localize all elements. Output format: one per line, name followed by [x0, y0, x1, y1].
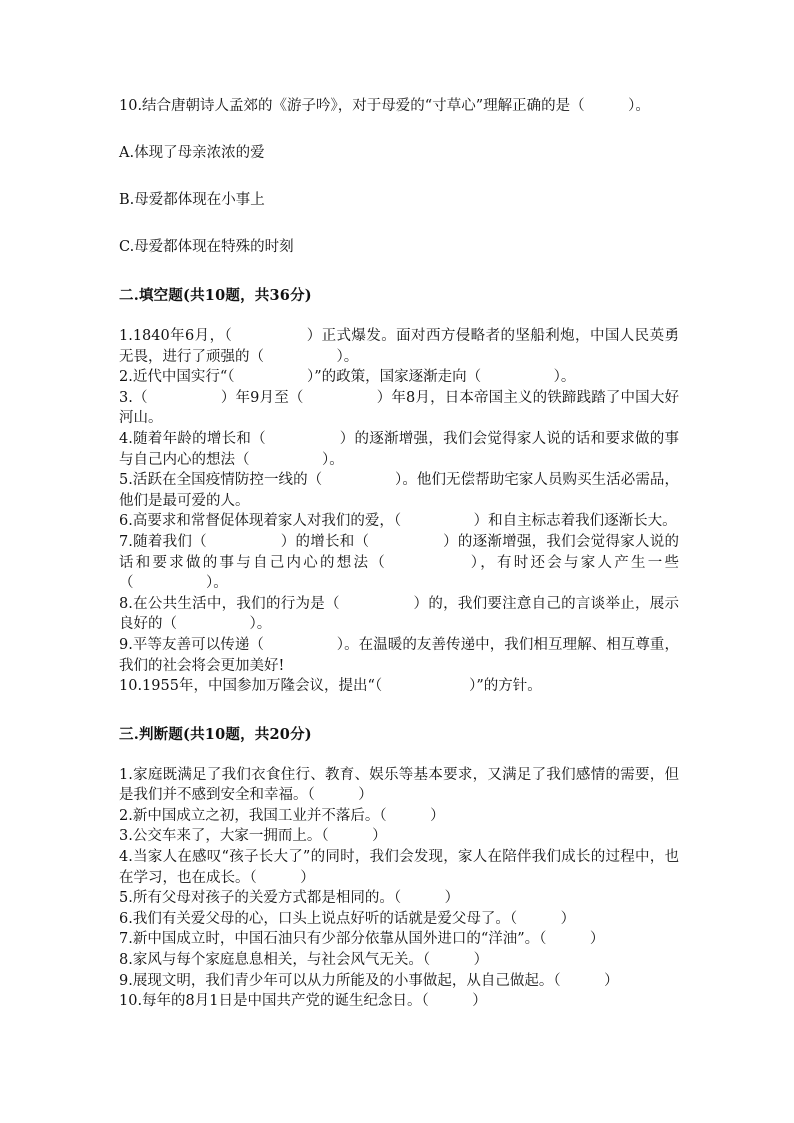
true-false-item-7: 7.新中国成立时，中国石油只有少部分依靠从国外进口的“洋油”。（ ）	[119, 931, 605, 948]
true-false-item-9: 9.展现文明，我们青少年可以从力所能及的小事做起，从自己做起。（ ）	[119, 972, 619, 989]
option-b: B.母爱都体现在小事上	[119, 192, 265, 208]
true-false-item-4: 4.当家人在感叹“孩子长大了”的同时，我们会发现，家人在陪伴我们成长的过程中，也在学习，也在成长。（ ）	[119, 849, 679, 886]
true-false-item-10: 10.每年的8月1日是中国共产党的诞生纪念日。（ ）	[119, 993, 487, 1010]
question-10: 10.结合唐朝诗人孟郊的《游子吟》，对于母爱的“寸草心”理解正确的是（ ）。	[119, 98, 650, 114]
option-a: A.体现了母亲浓浓的爱	[119, 145, 265, 161]
true-false-item-6: 6.我们有关爱父母的心，口头上说点好听的话就是爱父母了。（ ）	[119, 910, 576, 927]
fill-in-item-10: 10.1955年，中国参加万隆会议，提出“（ ）”的方针。	[119, 678, 542, 695]
section-title-true-false: 三.判断题(共10题，共20分)	[119, 725, 312, 743]
true-false-item-3: 3.公交车来了，大家一拥而上。（ ）	[119, 828, 387, 845]
section-title-fill-in: 二.填空题(共10题，共36分)	[119, 287, 312, 304]
true-false-list	[119, 765, 679, 1012]
true-false-item-2: 2.新中国成立之初，我国工业并不落后。（ ）	[119, 807, 445, 824]
true-false-item-1: 1.家庭既满足了我们衣食住行、教育、娱乐等基本要求，又满足了我们感情的需要，但是我们并不感到安全和幸福。（ ）	[119, 766, 679, 804]
fill-in-item-2: 2.近代中国实行“（ ）”的政策，国家逐渐走向（ ）。	[119, 369, 576, 386]
worksheet-page	[119, 96, 679, 1012]
fill-in-item-1: 1.1840年6月，（ ）正式爆发。面对西方侵略者的坚船利炮，中国人民英勇无畏，进行了顽强的（ ）。	[119, 328, 679, 365]
fill-in-item-7: 7.随着我们（ ）的增长和（ ）的逐渐增强，我们会觉得家人说的话和要求做的事与自己内心的想法（ ），有时还会与家人产生一些（ ）。	[119, 533, 679, 592]
option-c: C.母爱都体现在特殊的时刻	[119, 239, 294, 255]
fill-in-item-6: 6.高要求和常督促体现着家人对我们的爱，（ ）和自主标志着我们逐渐长大。	[119, 513, 677, 530]
true-false-item-5: 5.所有父母对孩子的关爱方式都是相同的。（ ）	[119, 890, 460, 907]
fill-in-item-9: 9.平等友善可以传递（ ）。在温暖的友善传递中，我们相互理解、相互尊重，我们的社会将会更加美好!	[119, 636, 679, 674]
true-false-item-8: 8.家风与每个家庭息息相关，与社会风气无关。（ ）	[119, 952, 489, 969]
fill-in-item-5: 5.活跃在全国疫情防控一线的（ ）。他们无偿帮助宅家人员购买生活必需品，他们是最可爱的人。	[119, 472, 679, 509]
fill-in-list	[119, 326, 679, 697]
fill-in-item-8: 8.在公共生活中，我们的行为是（ ）的，我们要注意自己的言谈举止，展示良好的（ ）。	[119, 595, 679, 633]
fill-in-item-3: 3.（ ）年9月至（ ）年8月，日本帝国主义的铁蹄践踏了中国大好河山。	[119, 389, 679, 427]
fill-in-item-4: 4.随着年龄的增长和（ ）的逐渐增强，我们会觉得家人说的话和要求做的事与自己内心的想法（ ）。	[119, 430, 679, 468]
